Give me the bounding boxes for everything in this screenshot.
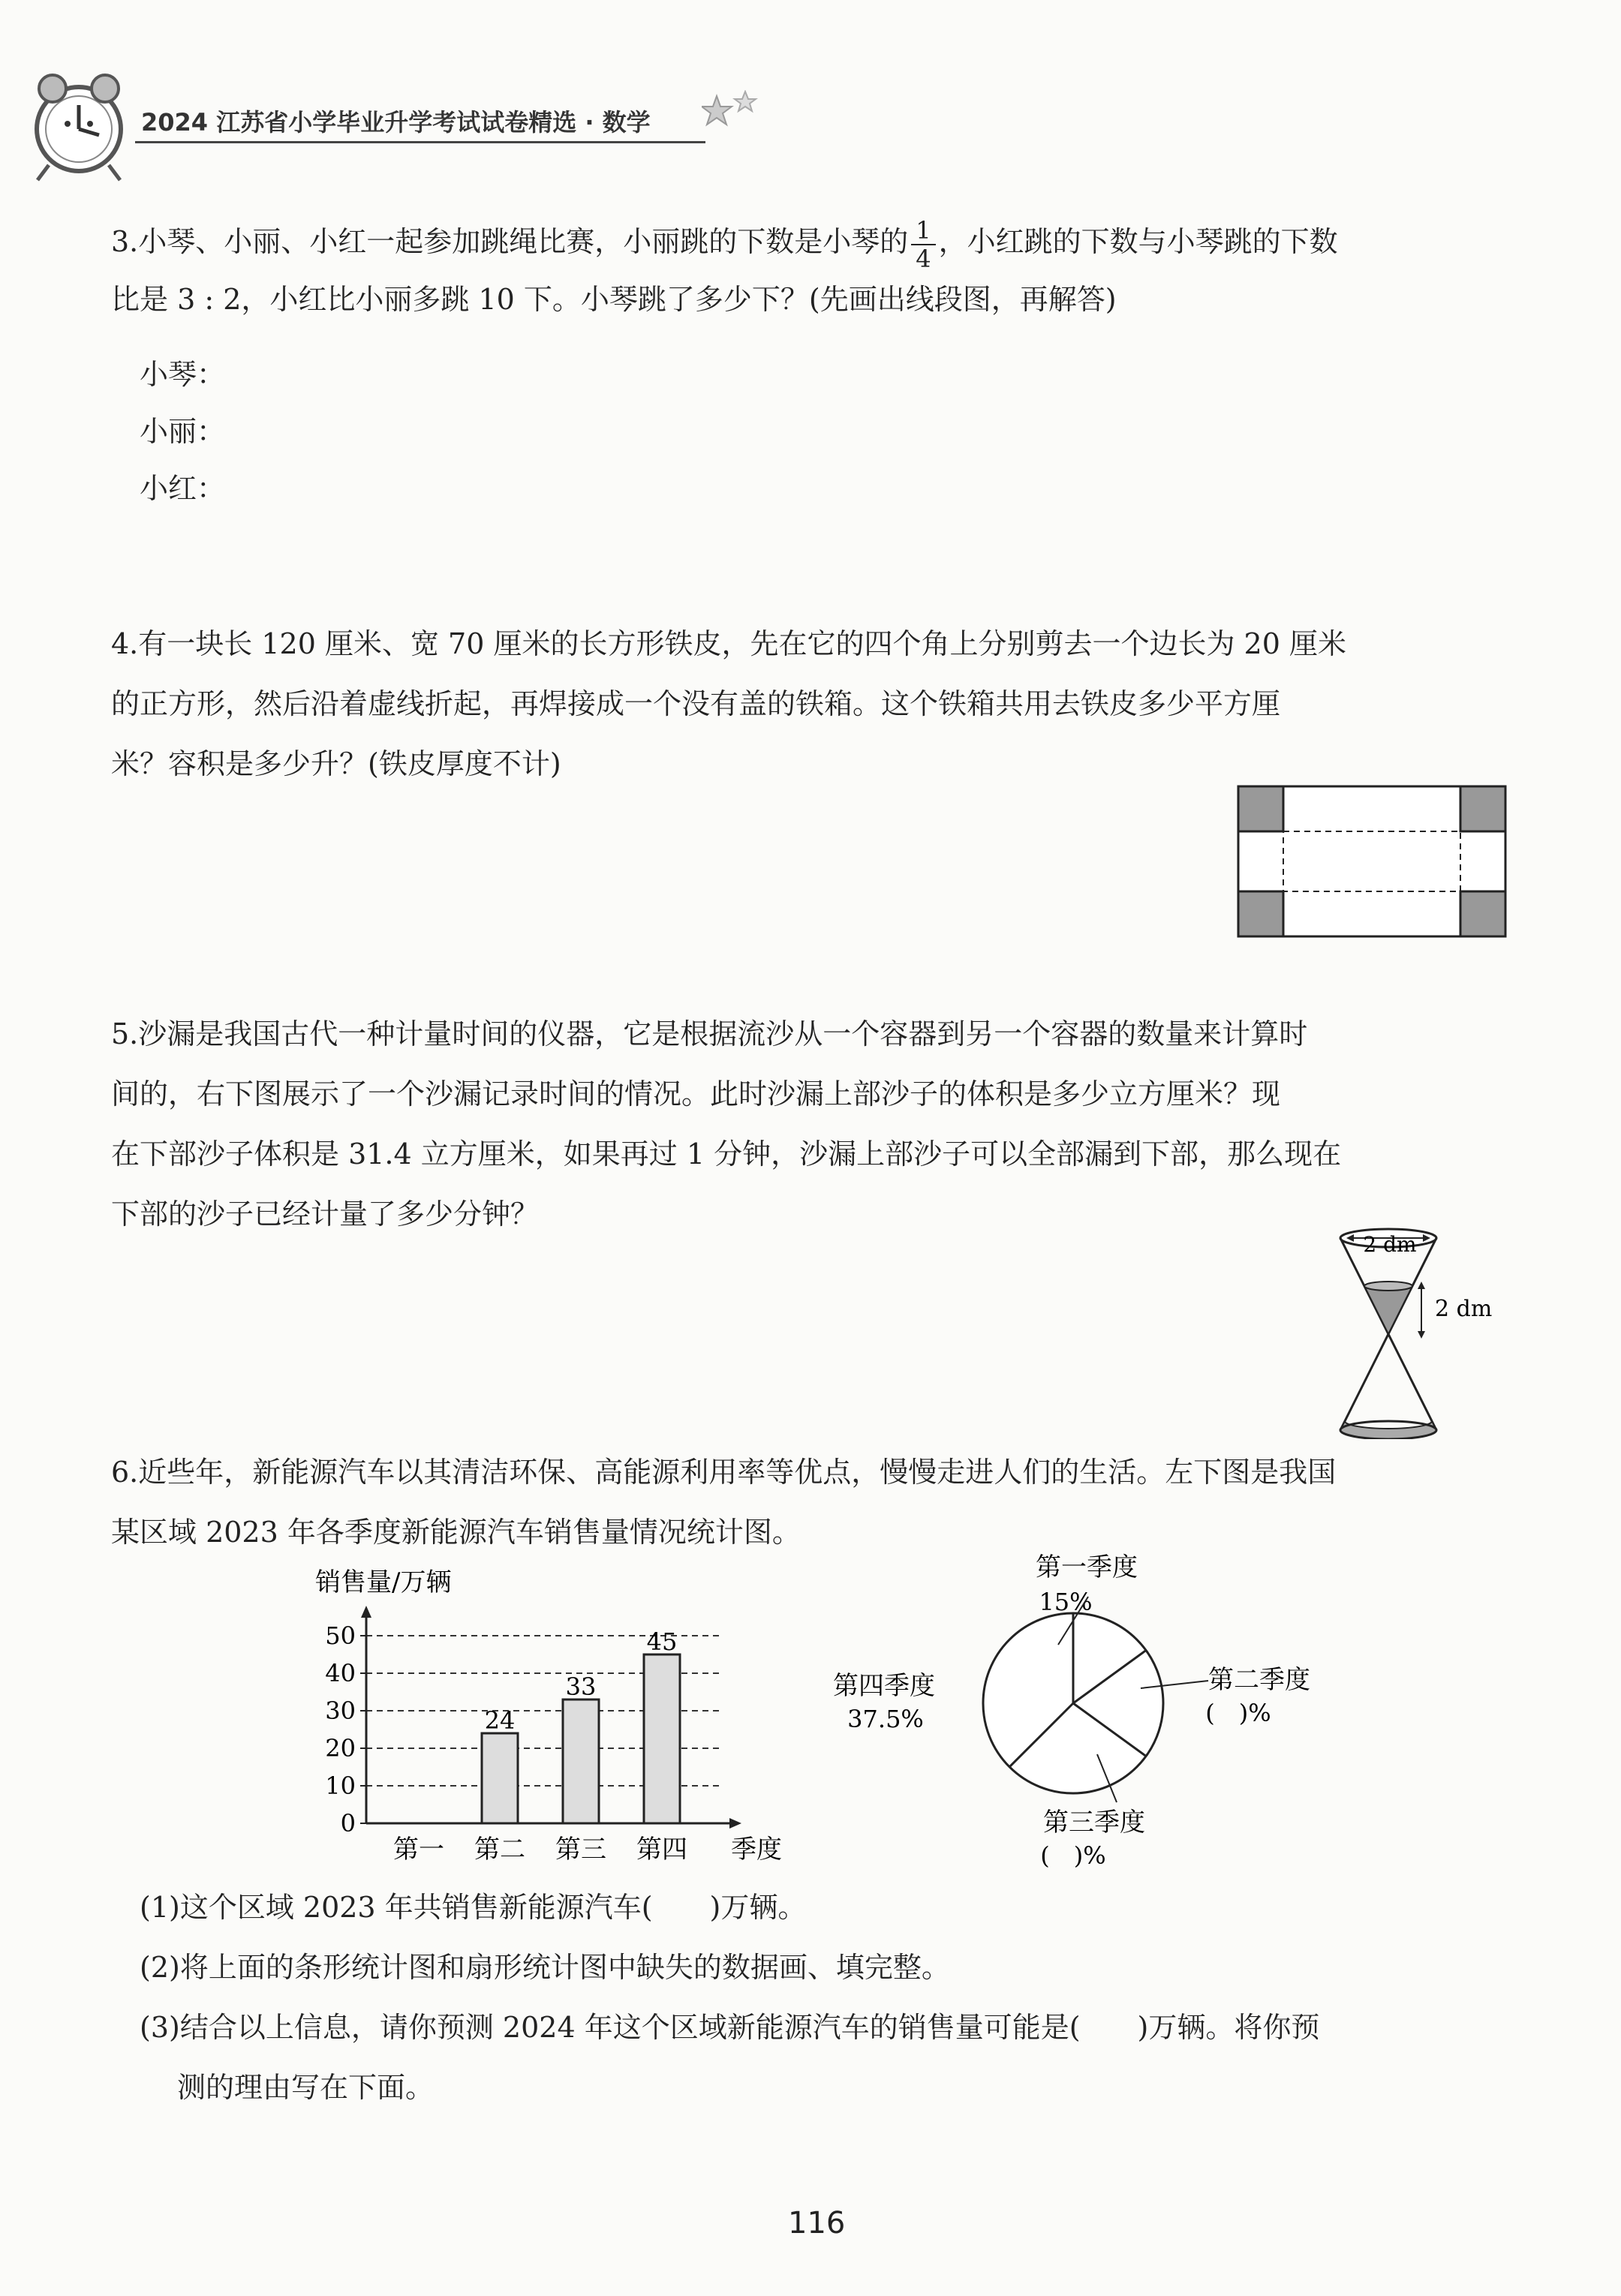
bar-chart-data-label: 24 (484, 1706, 516, 1735)
q3-line2: 比是 3 : 2，小红比小丽多跳 10 下。小琴跳了多少下？(先画出线段图，再解答) (111, 282, 1117, 316)
q3-label-xiaohong: 小红： (140, 472, 226, 505)
bar-chart-data-label: 33 (565, 1672, 597, 1701)
question-5: 5.沙漏是我国古代一种计量时间的仪器，它是根据流沙从一个容器到另一个容器的数量来计算时 间的，右下图展示了一个沙漏记录时间的情况。此时沙漏上部沙子的体积是多少立方厘米？现 在下部沙子体积是 31.4 立方厘米，如果再过 1 分钟，沙漏上部沙子可以全部漏到下部，那么现在 下部的沙子已经计量了多少分钟？ (111, 1017, 1342, 1231)
question-4: 4.有一块长 120 厘米、宽 70 厘米的长方形铁皮，先在它的四个角上分别剪去一个边长为 20 厘米 的正方形，然后沿着虚线折起，再焊接成一个没有盖的铁箱。这个铁箱共用去铁皮多少平方厘 米？容积是多少升？(铁皮厚度不计) (111, 627, 1346, 780)
q3-line1: 3.小琴、小丽、小红一起参加跳绳比赛，小丽跳的下数是小琴的 $\frac{1}{4}$ ，小红跳的下数与小琴跳的下数 (111, 215, 1338, 273)
bar-chart (300, 1561, 810, 1876)
bar-chart-x-arrow (729, 1818, 741, 1829)
pie-chart-slice-label: ( )% (1040, 1841, 1106, 1870)
q3-label-xiaoqin: 小琴： (140, 358, 226, 391)
bar-chart-ytick-label: 20 (325, 1734, 356, 1763)
bar-chart-bar (563, 1699, 599, 1823)
bar-chart-category-label: 第三 (555, 1835, 606, 1865)
q3-label-xiaoli: 小丽： (140, 415, 226, 448)
star-decoration-icon (702, 90, 762, 135)
bar-chart-y-arrow (361, 1606, 371, 1618)
q6-sub1: (1)这个区域 2023 年共销售新能源汽车( )万辆。 (140, 1891, 807, 1924)
pie-chart (818, 1553, 1358, 1883)
hourglass-diagram (1321, 1222, 1516, 1439)
q6-sub2: (2)将上面的条形统计图和扇形统计图中缺失的数据画、填完整。 (140, 1951, 950, 1984)
pie-chart-slice-name: 第二季度 (1208, 1665, 1310, 1695)
pie-chart-slice-label: 37.5% (847, 1705, 924, 1733)
bar-chart-ytick-label: 50 (325, 1621, 356, 1650)
page-number: 116 (788, 2206, 846, 2240)
pie-chart-slice-name: 第四季度 (833, 1671, 935, 1701)
bar-chart-data-label: 45 (646, 1627, 678, 1656)
question-6: 6.近些年，新能源汽车以其清洁环保、高能源利用率等优点，慢慢走进人们的生活。左下图是我国 某区域 2023 年各季度新能源汽车销售量情况统计图。 (111, 1456, 1337, 1549)
question-3 (111, 212, 1537, 329)
bar-chart-category-label: 第一 (393, 1835, 444, 1865)
bar-chart-ytick-label: 30 (325, 1696, 356, 1725)
header-title: 2024 江苏省小学毕业升学考试试卷精选 · 数学 (141, 108, 651, 137)
pie-chart-slice-name: 第三季度 (1043, 1808, 1145, 1838)
alarm-clock-icon (15, 60, 143, 188)
hourglass-width-label: 2 dm (1363, 1232, 1417, 1257)
q6-sub3-line2: 测的理由写在下面。 (177, 2071, 435, 2104)
iron-sheet-diagram (1231, 780, 1516, 945)
bar-chart-xlabel: 季度 (731, 1835, 782, 1865)
bar-chart-ytick-label: 0 (340, 1809, 356, 1838)
bar-chart-category-label: 第二 (474, 1835, 525, 1865)
header-rule (135, 141, 705, 143)
pie-chart-slice-label: 15% (1039, 1588, 1093, 1616)
q6-subquestions (140, 1877, 1535, 2117)
bar-chart-category-label: 第四 (636, 1835, 687, 1865)
bar-chart-bar (644, 1654, 680, 1823)
bar-chart-ytick-label: 40 (325, 1659, 356, 1687)
fraction-one-quarter: $\frac{1}{4}$ (911, 217, 935, 272)
hourglass-height-label: 2 dm (1435, 1296, 1493, 1322)
pie-chart-slice-name: 第一季度 (1036, 1553, 1138, 1582)
pie-chart-slice-label: ( )% (1205, 1699, 1271, 1727)
bar-chart-bar (482, 1733, 518, 1823)
q6-sub3-line1: (3)结合以上信息，请你预测 2024 年这个区域新能源汽车的销售量可能是( )万辆。将你预 (140, 2011, 1320, 2044)
bar-chart-ylabel: 销售量/万辆 (315, 1567, 452, 1597)
bar-chart-ytick-label: 10 (325, 1772, 356, 1800)
